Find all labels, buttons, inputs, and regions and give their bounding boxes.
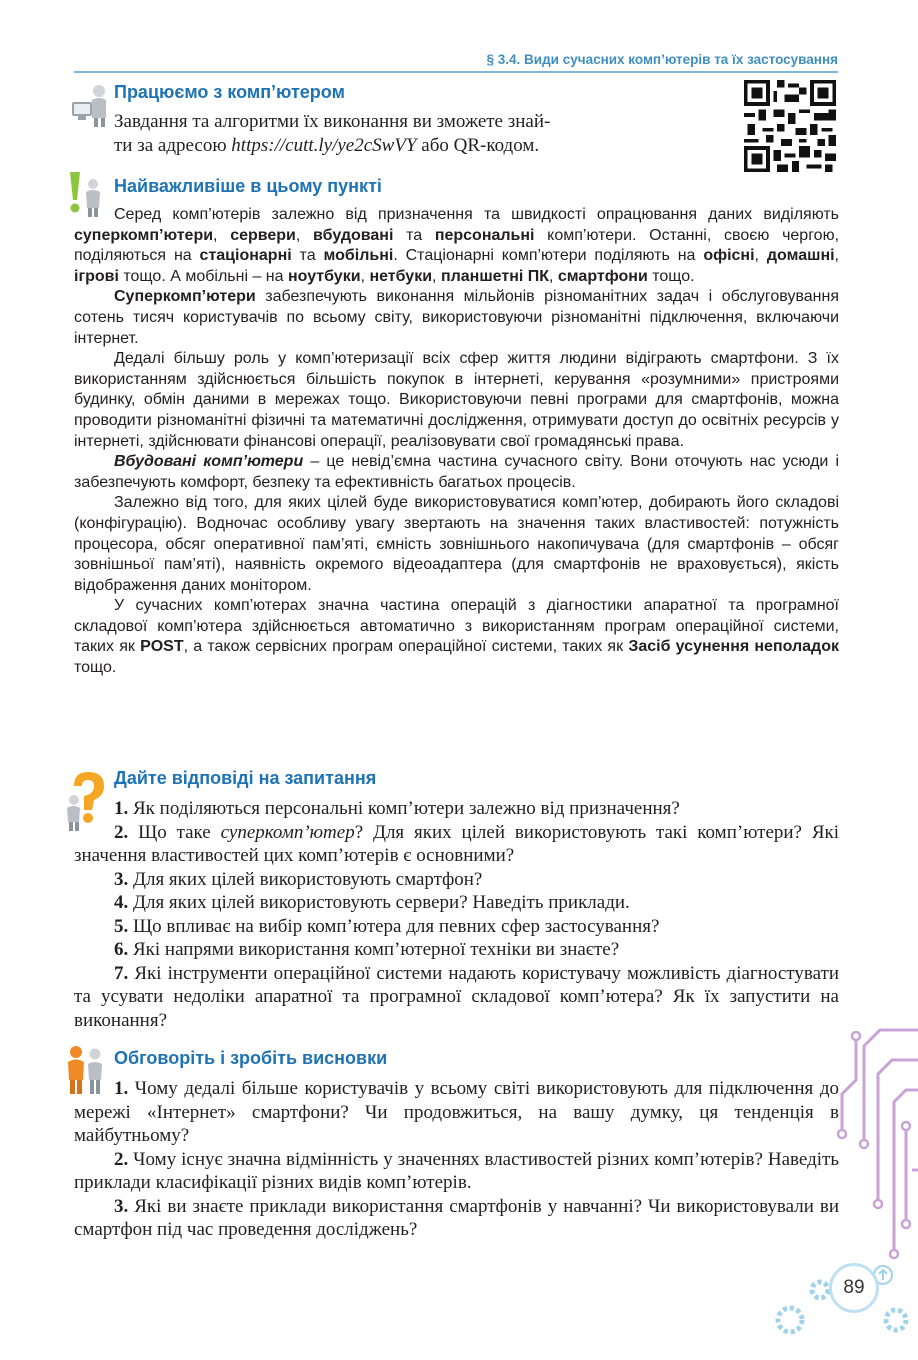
important-paragraph-4: Вбудовані комп’ютери – це невід’ємна частина сучасного світу. Вони оточують нас усюди і забезпечують комфорт, безпеку та ефективність багатьох процесів.: [74, 453, 839, 491]
question-item-4: 4. Для яких цілей використовують сервери? Наведіть приклади.: [114, 892, 630, 913]
question-item-6: 6. Які напрями використання комп’ютерної техніки ви знаєте?: [114, 939, 620, 960]
question-item-3: 3. Для яких цілей використовують смартфон?: [114, 868, 483, 890]
circuit-decoration: [760, 1020, 918, 1360]
computer-work-text-post: або QR-кодом.: [416, 135, 540, 156]
question-item-7: 7. Які інструменти операційної системи надають користувачу можливість діагностувати та усувати недоліки апаратної та програмної складової комп’ютера? Як їх запустити на виконання?: [74, 962, 839, 1031]
questions-title: Дайте відповіді на запитання: [114, 768, 377, 788]
question-item-1: 1. Як поділяються персональні комп’ютери залежно від призначення?: [114, 798, 680, 819]
computer-work-text-line1: Завдання та алгоритми їх виконання ви зможете знай-: [114, 111, 551, 132]
person-at-computer-icon: [70, 82, 110, 128]
computer-work-text-line2: [114, 134, 714, 158]
task-url-link[interactable]: https://cutt.ly/ye2cSwVY: [231, 135, 417, 156]
discuss-item-3: 3. Які ви знаєте приклади використання смартфонів у навчанні? Чи використовували ви смартфон під час проведення досліджень?: [74, 1195, 839, 1240]
discuss-item-1: 1. Чому дедалі більше користувачів у всьому світі використовують для підключення до мережі «Інтернет» смартфони? Чи продовжиться, на вашу думку, ця тенденція в майбутньому?: [74, 1078, 839, 1146]
question-item-2: 2. Що таке суперкомп’ютер? Для яких цілей використовують такі комп’ютери? Які значення властивостей цих комп’ютерів є основними?: [74, 821, 839, 866]
important-title: Найважливіше в цьому пункті: [114, 176, 382, 196]
important-paragraph-3: Дедалі більшу роль у комп’ютеризації всіх сфер життя людини відіграють смартфони. З їх використанням здійснюється більшість покупок в інтернеті, керування «розумними» пристроями будинку, обмін даними в мережах тощо. Використовуючи певні програми для смартфонів, можна проводити різноманітні фізичні та математичні дослідження, отримувати доступ до освітніх ресурсів у інтернеті, здійснювати фінансові операції, реалізовувати свої громадянські права.: [74, 350, 839, 450]
important-body: [74, 205, 839, 679]
discuss-list: [74, 1077, 839, 1242]
question-item-5: 5. Що впливає на вибір комп’ютера для певних сфер застосування?: [114, 915, 660, 937]
important-paragraph-1: Серед комп’ютерів залежно від призначення та швидкості опрацювання даних виділяють суперкомп’ютери, сервери, вбудовані та персональні комп’ютери. Останні, своєю чергою, поділяються на стаціонарні та мобільні. Стаціонарні комп’ютери поділяють на офісні, домашні, ігрові тощо. А мобільні – на ноутбуки, нетбуки, планшетні ПК, смартфони тощо.: [74, 206, 840, 285]
important-paragraph-6: У сучасних комп’ютерах значна частина операцій з діагностики апаратної та програмної складової комп’ютера здійснюється автоматично з використанням програм операційної системи, таких як POST, а також сервісних програм операційної системи, таких як Засіб усунення неполадок тощо.: [74, 597, 839, 677]
important-paragraph-5: Залежно від того, для яких цілей буде використовуватися комп’ютер, добирають його складові (конфігурацію). Водночас особливу увагу звертають на значення таких властивостей: потужність процесора, обсяг оперативної пам’яті, ємність зовнішнього накопичувача (для смартфонів – обсяг зовнішньої пам’яті), наявність окремого відеоадаптера (для смартфонів не враховується), якість відображення даних монітором.: [74, 494, 839, 594]
questions-list: [74, 797, 839, 1032]
computer-work-text-pre: ти за адресою: [114, 135, 232, 156]
discuss-title: Обговоріть і зробіть висновки: [114, 1048, 388, 1068]
computer-work-title: Працюємо з комп’ютером: [114, 82, 345, 102]
running-header: § 3.4. Види сучасних комп’ютерів та їх застосування: [74, 52, 838, 73]
discuss-item-2: 2. Чому існує значна відмінність у значеннях властивостей різних комп’ютерів? Наведіть приклади класифікації різних видів комп’ютерів.: [74, 1148, 839, 1193]
qr-code-icon[interactable]: [744, 80, 836, 172]
page-number: 89: [829, 1263, 879, 1313]
important-paragraph-2: Суперкомп’ютери забезпечують виконання мільйонів різноманітних задач і обслуговування сотень тисяч користувачів по всьому світу, використовуючи різноманітні підключення, включаючи інтернет.: [74, 288, 839, 347]
